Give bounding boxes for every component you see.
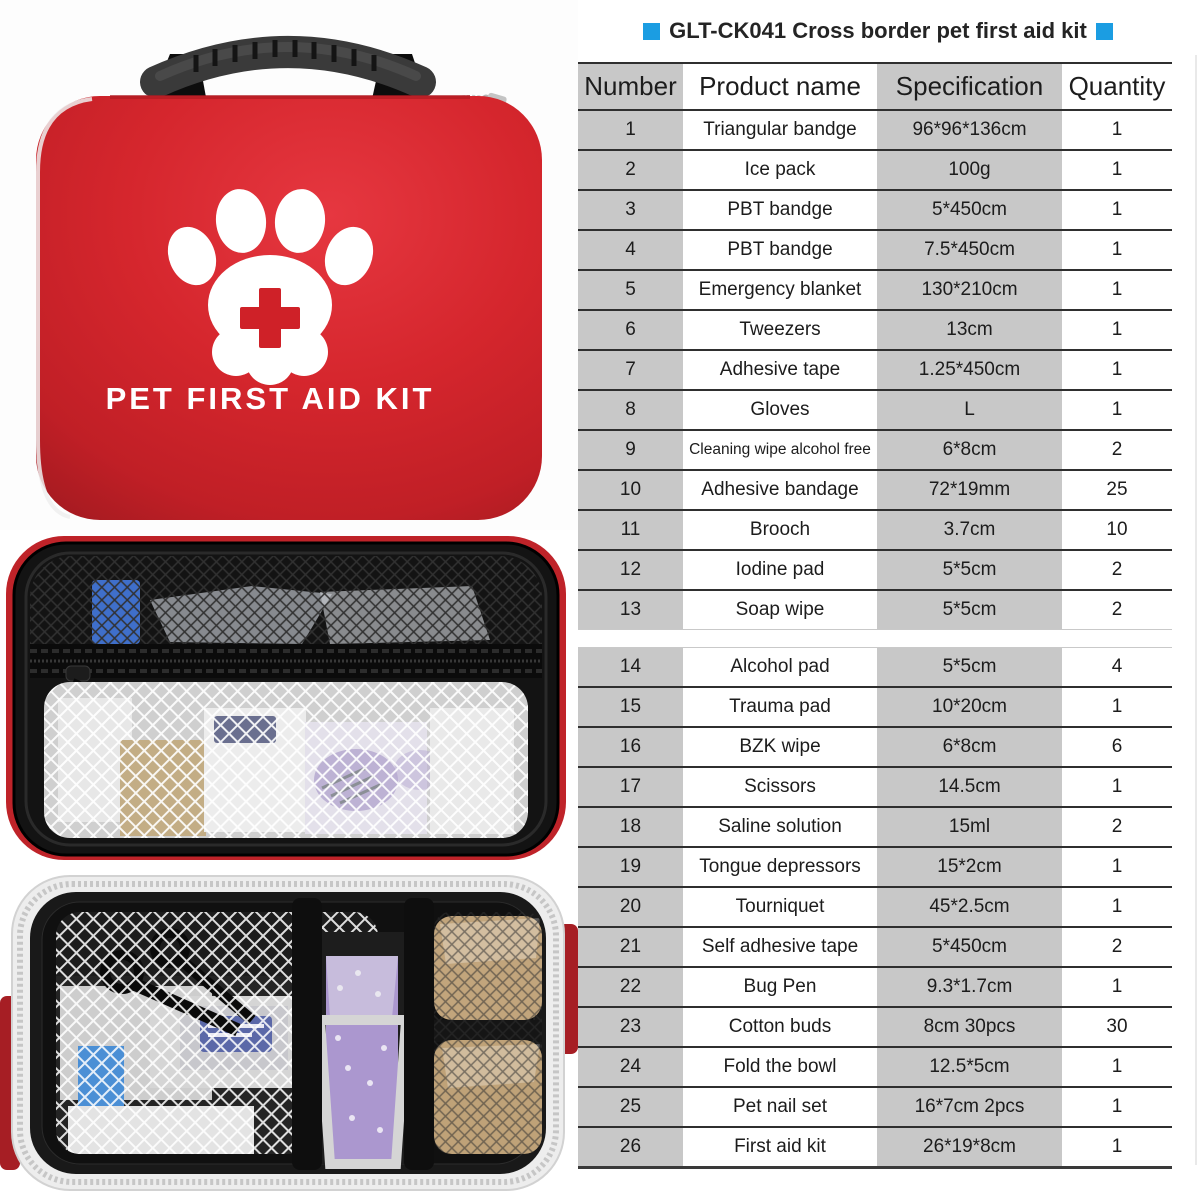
cell-quantity: 1 <box>1111 696 1123 717</box>
cell-number: 19 <box>578 847 683 887</box>
bag-label: PET FIRST AID KIT <box>105 381 435 416</box>
table-row <box>578 1047 1172 1087</box>
table-row <box>578 1127 1172 1168</box>
cell-product-name: Ice pack <box>744 159 816 180</box>
table-row <box>578 110 1172 150</box>
table-row <box>578 727 1172 767</box>
cell-number: 11 <box>578 510 683 550</box>
cell-product-name: Bug Pen <box>743 976 817 997</box>
cell-number: 17 <box>578 767 683 807</box>
spec-table-upper <box>578 62 1172 630</box>
cell-quantity: 25 <box>1106 479 1128 500</box>
cell-quantity: 6 <box>1111 736 1123 757</box>
cell-quantity: 1 <box>1111 1056 1123 1077</box>
cell-specification: 5*450cm <box>877 190 1062 230</box>
cell-specification: 7.5*450cm <box>877 230 1062 270</box>
cell-product-name: PBT bandge <box>727 199 833 220</box>
cell-number: 26 <box>578 1127 683 1168</box>
cell-specification: 130*210cm <box>877 270 1062 310</box>
cell-number: 3 <box>578 190 683 230</box>
cell-product-name: Cotton buds <box>728 1016 832 1037</box>
cell-quantity: 2 <box>1111 559 1123 580</box>
cell-number: 4 <box>578 230 683 270</box>
table-row <box>578 550 1172 590</box>
cell-quantity: 1 <box>1111 1096 1123 1117</box>
cell-specification: 15ml <box>877 807 1062 847</box>
cell-product-name: Saline solution <box>718 816 842 837</box>
cell-product-name: Gloves <box>750 399 810 420</box>
table-row <box>578 807 1172 847</box>
table-row <box>578 470 1172 510</box>
cell-quantity: 1 <box>1111 359 1123 380</box>
cell-quantity: 1 <box>1111 896 1123 917</box>
cell-specification: 3.7cm <box>877 510 1062 550</box>
cell-specification: 45*2.5cm <box>877 887 1062 927</box>
cell-product-name: Tourniquet <box>735 896 825 917</box>
cell-product-name: BZK wipe <box>739 736 821 757</box>
cell-number: 25 <box>578 1087 683 1127</box>
cell-product-name: Brooch <box>749 519 811 540</box>
cell-number: 21 <box>578 927 683 967</box>
cell-quantity: 30 <box>1106 1016 1128 1037</box>
product-title: GLT-CK041 Cross border pet first aid kit <box>669 18 1087 43</box>
cell-quantity: 1 <box>1111 199 1123 220</box>
cell-quantity: 2 <box>1111 936 1123 957</box>
cell-product-name: Trauma pad <box>729 696 831 717</box>
table-row <box>578 310 1172 350</box>
cell-number: 23 <box>578 1007 683 1047</box>
table-row <box>578 230 1172 270</box>
cell-product-name: PBT bandge <box>727 239 833 260</box>
cell-number: 9 <box>578 430 683 470</box>
spec-panel <box>578 0 1178 1169</box>
cell-specification: 6*8cm <box>877 430 1062 470</box>
table-row <box>578 687 1172 727</box>
table-row <box>578 350 1172 390</box>
white-mesh-pocket <box>44 682 528 838</box>
cell-number: 18 <box>578 807 683 847</box>
cell-specification: 12.5*5cm <box>877 1047 1062 1087</box>
cell-quantity: 1 <box>1111 159 1123 180</box>
cell-specification: 8cm 30pcs <box>877 1007 1062 1047</box>
col-header-product-name: Product name <box>699 71 861 101</box>
cell-number: 1 <box>578 110 683 150</box>
cell-product-name: Fold the bowl <box>723 1056 837 1077</box>
col-header-number: Number <box>578 63 683 110</box>
dark-mesh <box>30 556 542 648</box>
cell-product-name: First aid kit <box>734 1136 826 1157</box>
cell-number: 24 <box>578 1047 683 1087</box>
cell-number: 16 <box>578 727 683 767</box>
cell-product-name: Self adhesive tape <box>701 936 859 957</box>
cell-number: 12 <box>578 550 683 590</box>
cell-quantity: 1 <box>1111 776 1123 797</box>
cell-quantity: 1 <box>1111 119 1123 140</box>
cell-quantity: 1 <box>1111 279 1123 300</box>
table-row <box>578 847 1172 887</box>
product-photos <box>0 0 578 1200</box>
table-row <box>578 967 1172 1007</box>
cell-quantity: 2 <box>1111 439 1123 460</box>
table-row <box>578 648 1172 688</box>
blue-square-icon <box>1096 23 1113 40</box>
cell-quantity: 2 <box>1111 816 1123 837</box>
elastic-strap-left <box>292 898 322 1170</box>
cell-specification: 5*5cm <box>877 590 1062 630</box>
cell-number: 13 <box>578 590 683 630</box>
col-header-specification: Specification <box>877 63 1062 110</box>
cell-product-name: Cleaning wipe alcohol free <box>689 441 871 458</box>
cell-product-name: Emergency blanket <box>698 279 862 300</box>
cell-specification: 14.5cm <box>877 767 1062 807</box>
table-row <box>578 510 1172 550</box>
cell-product-name: Soap wipe <box>735 599 825 620</box>
product-title-row <box>578 0 1178 62</box>
cell-product-name: Adhesive tape <box>719 359 841 380</box>
cell-quantity: 1 <box>1111 399 1123 420</box>
table-row <box>578 1007 1172 1047</box>
table-row <box>578 590 1172 630</box>
cell-product-name: Adhesive bandage <box>701 479 859 500</box>
cell-number: 15 <box>578 687 683 727</box>
cell-specification: 6*8cm <box>877 727 1062 767</box>
cell-product-name: Pet nail set <box>733 1096 827 1117</box>
cell-specification: 5*450cm <box>877 927 1062 967</box>
cell-number: 6 <box>578 310 683 350</box>
col-header-quantity: Quantity <box>1068 71 1166 101</box>
cell-quantity: 1 <box>1111 319 1123 340</box>
blue-square-icon <box>643 23 660 40</box>
cell-specification: 26*19*8cm <box>877 1127 1062 1168</box>
cell-specification: 10*20cm <box>877 687 1062 727</box>
cell-product-name: Alcohol pad <box>730 656 830 677</box>
cell-specification: 13cm <box>877 310 1062 350</box>
table-row <box>578 270 1172 310</box>
table-row <box>578 390 1172 430</box>
cell-quantity: 4 <box>1111 656 1123 677</box>
cell-product-name: Tweezers <box>739 319 821 340</box>
cell-quantity: 2 <box>1111 599 1123 620</box>
cell-specification: 1.25*450cm <box>877 350 1062 390</box>
table-row <box>578 927 1172 967</box>
cell-product-name: Iodine pad <box>735 559 825 580</box>
table-header-row <box>578 63 1172 110</box>
cell-number: 8 <box>578 390 683 430</box>
cell-quantity: 1 <box>1111 976 1123 997</box>
cell-product-name: Triangular bandge <box>703 119 857 140</box>
cell-product-name: Tongue depressors <box>699 856 861 877</box>
cell-number: 20 <box>578 887 683 927</box>
cell-specification: 15*2cm <box>877 847 1062 887</box>
cell-number: 14 <box>578 648 683 688</box>
cell-specification: 96*96*136cm <box>877 110 1062 150</box>
center-pouch <box>320 932 406 1164</box>
table-row <box>578 767 1172 807</box>
closed-kit-photo <box>0 0 578 530</box>
cell-number: 5 <box>578 270 683 310</box>
cell-product-name: Scissors <box>744 776 816 797</box>
spec-table-lower <box>578 647 1172 1169</box>
open-lid-photo <box>0 530 578 868</box>
cell-quantity: 10 <box>1106 519 1128 540</box>
cell-specification: 100g <box>877 150 1062 190</box>
cell-specification: 16*7cm 2pcs <box>877 1087 1062 1127</box>
elastic-strap-right <box>404 898 434 1170</box>
cell-specification: L <box>877 390 1062 430</box>
cell-specification: 9.3*1.7cm <box>877 967 1062 1007</box>
bandage-rolls <box>434 912 542 1154</box>
table-row <box>578 887 1172 927</box>
cell-specification: 5*5cm <box>877 550 1062 590</box>
table-row <box>578 150 1172 190</box>
table-row <box>578 430 1172 470</box>
cell-specification: 5*5cm <box>877 648 1062 688</box>
cell-quantity: 1 <box>1111 856 1123 877</box>
cell-specification: 72*19mm <box>877 470 1062 510</box>
table-row <box>578 190 1172 230</box>
cell-quantity: 1 <box>1111 239 1123 260</box>
cell-number: 2 <box>578 150 683 190</box>
cell-quantity: 1 <box>1111 1136 1123 1157</box>
cell-number: 7 <box>578 350 683 390</box>
cell-number: 10 <box>578 470 683 510</box>
table-row <box>578 1087 1172 1127</box>
panel-edge-divider <box>1195 55 1197 1165</box>
cell-number: 22 <box>578 967 683 1007</box>
open-base-photo <box>0 868 578 1200</box>
